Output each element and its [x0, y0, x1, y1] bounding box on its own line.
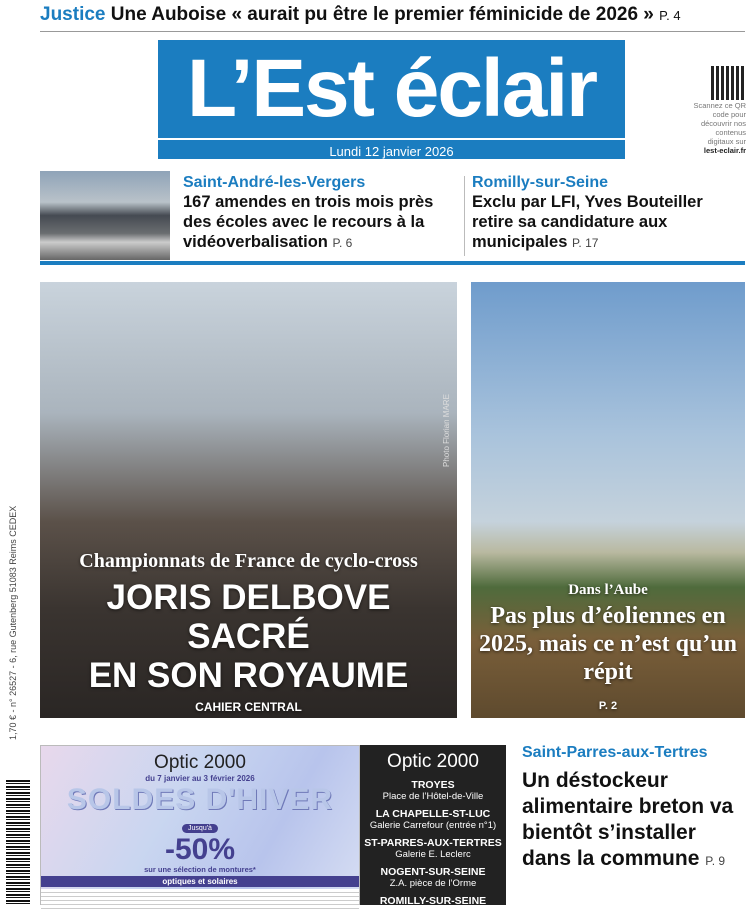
barcode-icon: [6, 780, 30, 905]
ad-fine-print: [41, 889, 359, 911]
top-title: Une Auboise « aurait pu être le premier féminicide de 2026 »: [110, 4, 654, 25]
qr-code-icon[interactable]: [711, 66, 745, 100]
article-photo-street: [40, 171, 170, 260]
ad-options: optiques et solaires: [41, 876, 359, 887]
store: ROMILLY-SUR-SEINE Galerie E. Leclerc: [379, 895, 487, 918]
qr-text: Scannez ce QR code pour découvrir nos contenus digitaux sur: [693, 101, 746, 146]
masthead-rule: [158, 138, 625, 140]
store: ST-PARRES-AUX-TERTRES Galerie E. Leclerc: [364, 837, 502, 860]
ad-title: SOLDES D'HIVER: [66, 783, 334, 816]
qr-site: lest-eclair.fr: [703, 146, 746, 155]
ad-upto: Jusqu'à: [182, 824, 218, 833]
store: LA CHAPELLE-ST-LUC Galerie Carrefour (entrée n°1): [369, 808, 497, 831]
top-page: P. 4: [659, 8, 681, 23]
ad-sub: sur une sélection de montures*: [144, 865, 256, 874]
lead-photo-cyclist[interactable]: [40, 282, 457, 718]
top-kicker: Justice: [40, 4, 106, 25]
article-headline: 167 amendes en trois mois près des écoles avec le recours à la vidéoverbalisation P. 6: [183, 193, 434, 251]
lead-reference: CAHIER CENTRAL: [195, 700, 302, 714]
top-headline[interactable]: [40, 4, 745, 32]
article-2[interactable]: [472, 174, 742, 253]
section-rule: [40, 261, 745, 265]
photo-credit: Photo Florian MARE: [442, 394, 451, 467]
lead-headline-line: EN SON ROYAUME: [88, 656, 409, 695]
store: TROYES Place de l’Hôtel-de-Ville: [382, 779, 484, 802]
ad-brand: Optic 2000: [387, 751, 479, 772]
masthead[interactable]: [158, 40, 625, 161]
masthead-rule: [158, 159, 625, 161]
lead-headline-line: SACRÉ: [187, 617, 310, 656]
store: NOGENT-SUR-SEINE Z.A. pièce de l’Orme: [380, 866, 486, 889]
lead-headline-line: JORIS DELBOVE: [106, 578, 391, 617]
divider: [464, 176, 465, 256]
article-1[interactable]: [183, 174, 463, 253]
article-kicker: Saint-Parres-aux-Tertres: [522, 744, 708, 761]
masthead-title: L’Est éclair: [186, 43, 597, 134]
article-headline: Un déstockeur alimentaire breton va bientôt s’installer dans la commune P. 9: [522, 769, 734, 870]
ad-discount: -50%: [164, 833, 236, 866]
masthead-date: Lundi 12 janvier 2026: [329, 144, 454, 159]
second-headline: Pas plus d’éoliennes en 2025, mais ce n’est qu’un répit: [478, 603, 737, 685]
qr-caption: [690, 101, 746, 155]
second-kicker: Dans l’Aube: [568, 582, 648, 598]
lead-kicker: Championnats de France de cyclo-cross: [79, 550, 418, 572]
second-page: P. 2: [598, 700, 618, 712]
second-photo-wind-turbines[interactable]: [471, 282, 745, 718]
article-bottom[interactable]: [522, 744, 745, 874]
ad-dates: du 7 janvier au 3 février 2026: [145, 774, 255, 783]
advertisement-optic2000[interactable]: [40, 745, 360, 905]
article-headline: Exclu par LFI, Yves Bouteiller retire sa candidature aux municipales P. 17: [472, 193, 703, 251]
ad-brand: Optic 2000: [154, 752, 246, 773]
publication-info: 1,70 € - n° 26527 - 6, rue Gutenberg 51083 Reims CEDEX: [8, 505, 18, 740]
article-kicker: Romilly-sur-Seine: [472, 174, 609, 191]
advertisement-store-list[interactable]: [360, 745, 506, 918]
article-kicker: Saint-André-les-Vergers: [183, 174, 366, 191]
